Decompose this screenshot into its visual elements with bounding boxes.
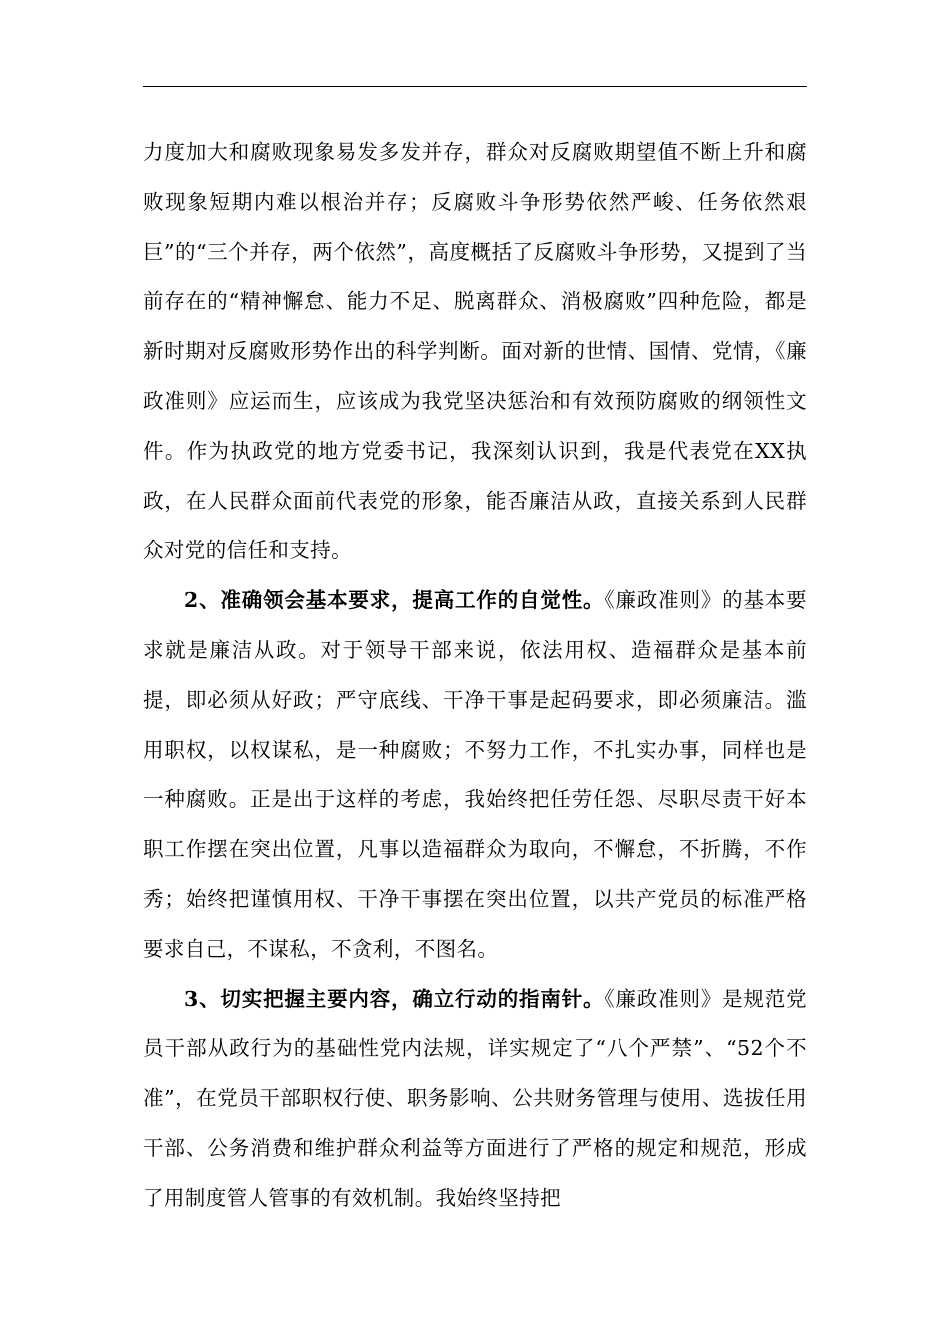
paragraph-section-2 [143, 576, 807, 974]
header-rule [143, 86, 807, 87]
paragraph-section-3 [143, 975, 807, 1224]
paragraph-text: 《廉政准则》的基本要求就是廉洁从政。对于领导干部来说，依法用权、造福群众是基本前提，即必须从好政；严守底线、干净干事是起码要求，即必须廉洁。滥用职权，以权谋私，是一种腐败；不努力工作，不扎实办事，同样也是一种腐败。正是出于这样的考虑，我始终把任劳任怨、尽职尽责干好本职工作摆在突出位置，凡事以造福群众为取向，不懈怠，不折腾，不作秀；始终把谨慎用权、干净干事摆在突出位置，以共产党员的标准严格要求自己，不谋私，不贪利，不图名。 [143, 588, 807, 961]
document-body [143, 128, 807, 1224]
paragraph-continuation [143, 128, 807, 576]
section-heading: 3、切实把握主要内容，确立行动的指南针。 [184, 986, 605, 1011]
paragraph-text: 《廉政准则》是规范党员干部从政行为的基础性党内法规，详实规定了“八个严禁”、“52个不准”，在党员干部职权行使、职务影响、公共财务管理与使用、选拔任用干部、公务消费和维护群众利益等方面进行了严格的规定和规范，形成了用制度管人管事的有效机制。我始终坚持把 [143, 986, 807, 1210]
section-heading: 2、准确领会基本要求，提高工作的自觉性。 [184, 588, 605, 613]
paragraph-text: 力度加大和腐败现象易发多发并存，群众对反腐败期望值不断上升和腐败现象短期内难以根治并存；反腐败斗争形势依然严峻、任务依然艰巨”的“三个并存，两个依然”，高度概括了反腐败斗争形势，又提到了当前存在的“精神懈怠、能力不足、脱离群众、消极腐败”四种危险，都是新时期对反腐败形势作出的科学判断。面对新的世情、国情、党情，《廉政准则》应运而生，应该成为我党坚决惩治和有效预防腐败的纲领性文件。作为执政党的地方党委书记，我深刻认识到，我是代表党在XX执政，在人民群众面前代表党的形象，能否廉洁从政，直接关系到人民群众对党的信任和支持。 [143, 140, 807, 563]
